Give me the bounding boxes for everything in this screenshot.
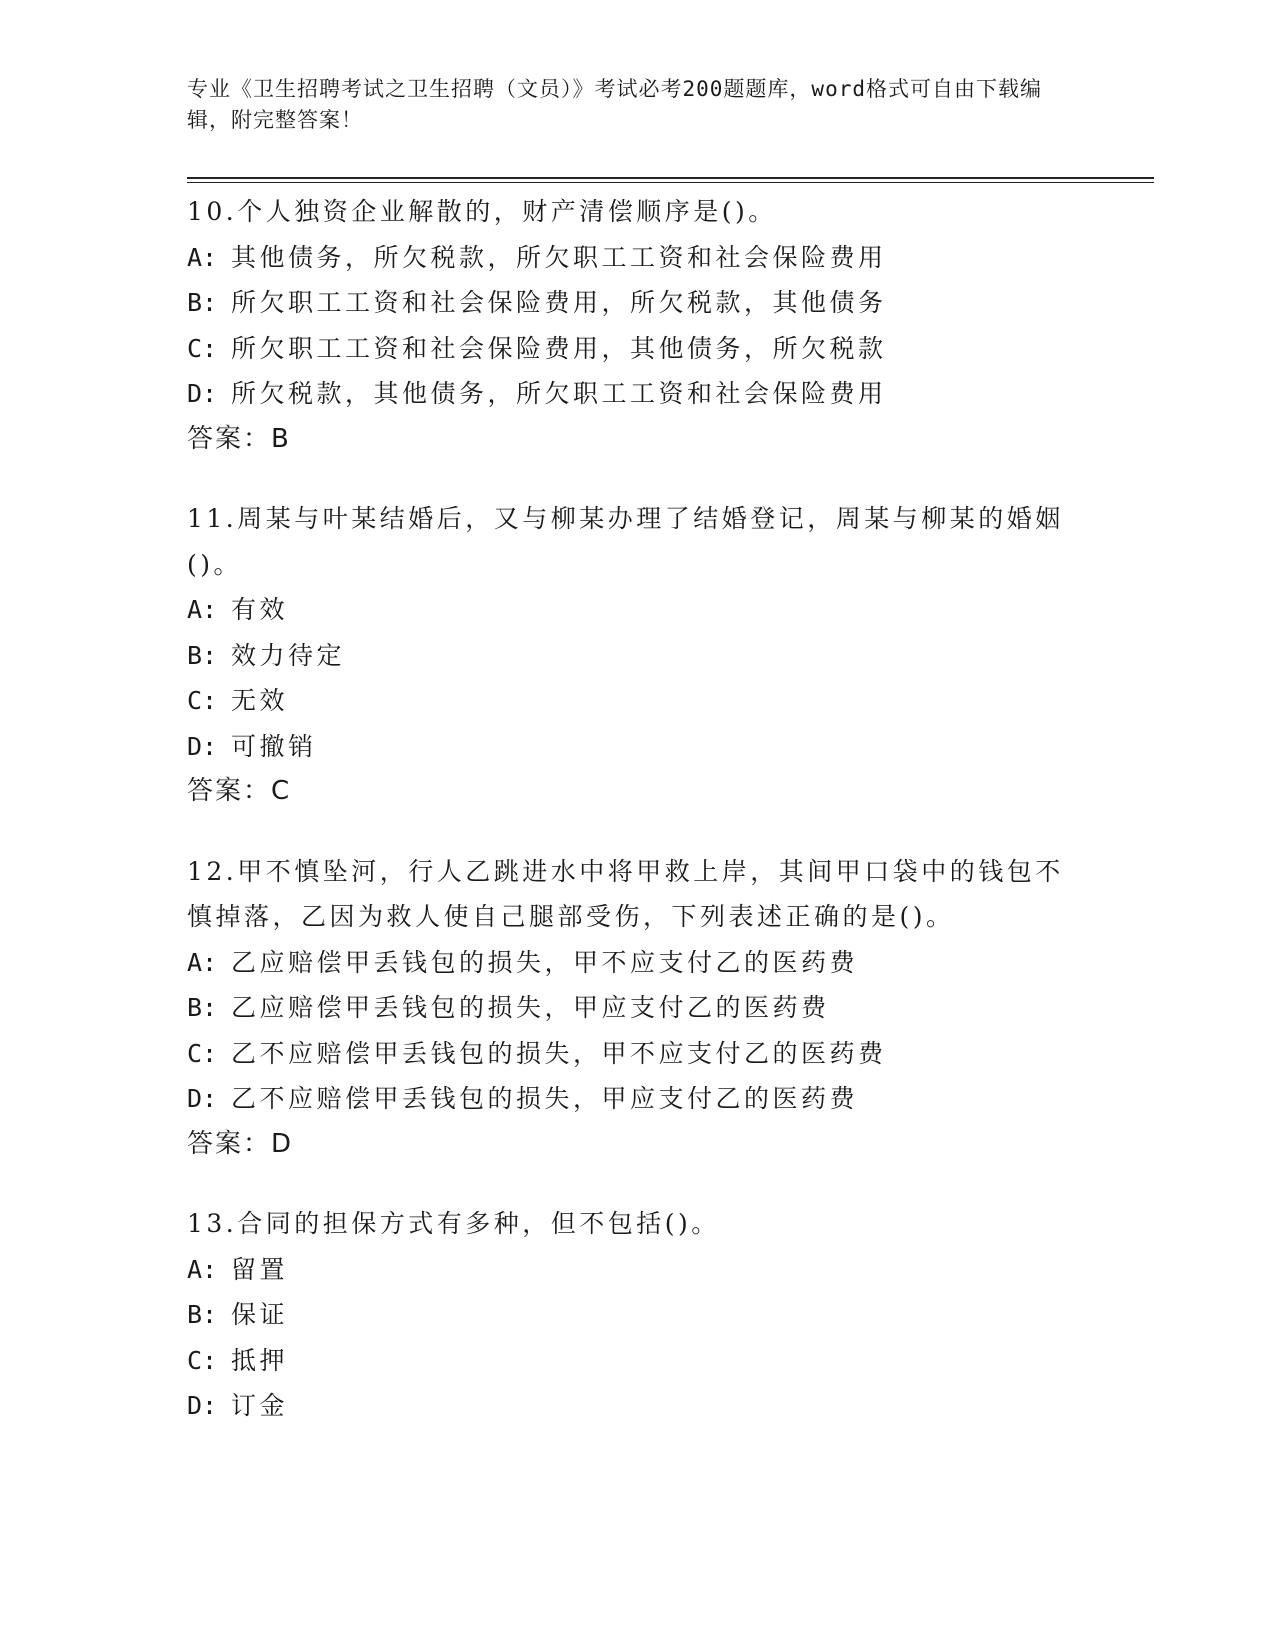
option-text: 有效 [231,595,289,624]
option-text: 所欠职工工资和社会保险费用，所欠税款，其他债务 [231,288,887,317]
option-text: 乙不应赔偿甲丢钱包的损失，甲应支付乙的医药费 [231,1084,859,1113]
option-text: 所欠职工工资和社会保险费用，其他债务，所欠税款 [231,333,887,363]
option-text: 其他债务，所欠税款，所欠职工工资和社会保险费用 [231,242,887,272]
option-text: 抵押 [231,1345,289,1375]
question-stem: 12.甲不慎坠河，行人乙跳进水中将甲救上岸，其间甲口袋中的钱包不慎掉落，乙因为救人使自己腿部受伤，下列表述正确的是()。 [187,856,1064,931]
option-letter: D: [187,1084,218,1113]
option-letter: D: [187,379,218,408]
question-stem: 10.个人独资企业解散的，财产清偿顺序是()。 [187,197,777,226]
document-header-note: 专业《卫生招聘考试之卫生招聘（文员）》考试必考200题题库，word格式可自由下载编辑，附完整答案！ [187,77,1042,132]
question-11 [187,496,1087,815]
option-d [187,724,1087,770]
answer-label: 答案：B [187,423,291,454]
option-text: 订金 [231,1391,289,1420]
option-letter: C: [187,333,218,363]
option-letter: C: [187,1345,218,1375]
option-letter: A: [187,1254,218,1284]
option-text: 所欠税款，其他债务，所欠职工工资和社会保险费用 [231,379,887,408]
option-letter: A: [187,595,218,624]
option-letter: A: [187,242,218,272]
option-letter: B: [187,288,218,317]
option-letter: C: [187,1038,218,1068]
option-text: 乙应赔偿甲丢钱包的损失，甲不应支付乙的医药费 [231,947,859,977]
question-list [187,189,1087,1463]
option-a [187,1247,1087,1293]
option-c [187,326,1087,372]
option-text: 留置 [231,1254,289,1284]
option-c [187,1031,1087,1077]
option-text: 可撤销 [231,731,317,761]
option-b [187,985,1087,1031]
option-letter: C: [187,686,218,715]
question-stem: 11.周某与叶某结婚后，又与柳某办理了结婚登记，周某与柳某的婚姻()。 [187,504,1064,579]
option-d [187,1383,1087,1429]
option-a [187,940,1087,986]
option-text: 乙不应赔偿甲丢钱包的损失，甲不应支付乙的医药费 [231,1038,887,1068]
option-letter: B: [187,993,218,1022]
option-letter: B: [187,1300,218,1329]
header-divider [187,177,1154,183]
answer-label: 答案：D [187,1128,294,1159]
option-d [187,1076,1087,1122]
option-text: 效力待定 [231,640,346,670]
question-stem: 13.合同的担保方式有多种，但不包括()。 [187,1209,720,1238]
question-13 [187,1201,1087,1429]
option-text: 无效 [231,686,289,715]
option-a [187,587,1087,633]
option-b [187,633,1087,679]
option-text: 乙应赔偿甲丢钱包的损失，甲应支付乙的医药费 [231,993,830,1022]
option-text: 保证 [231,1300,289,1329]
option-letter: D: [187,731,218,761]
option-letter: D: [187,1391,218,1420]
option-c [187,678,1087,724]
option-a [187,235,1087,281]
question-10 [187,189,1087,462]
option-letter: A: [187,947,218,977]
option-d [187,371,1087,417]
answer-label: 答案：C [187,776,292,806]
question-12 [187,849,1087,1168]
option-letter: B: [187,640,218,670]
option-b [187,1292,1087,1338]
option-c [187,1338,1087,1384]
option-b [187,280,1087,326]
